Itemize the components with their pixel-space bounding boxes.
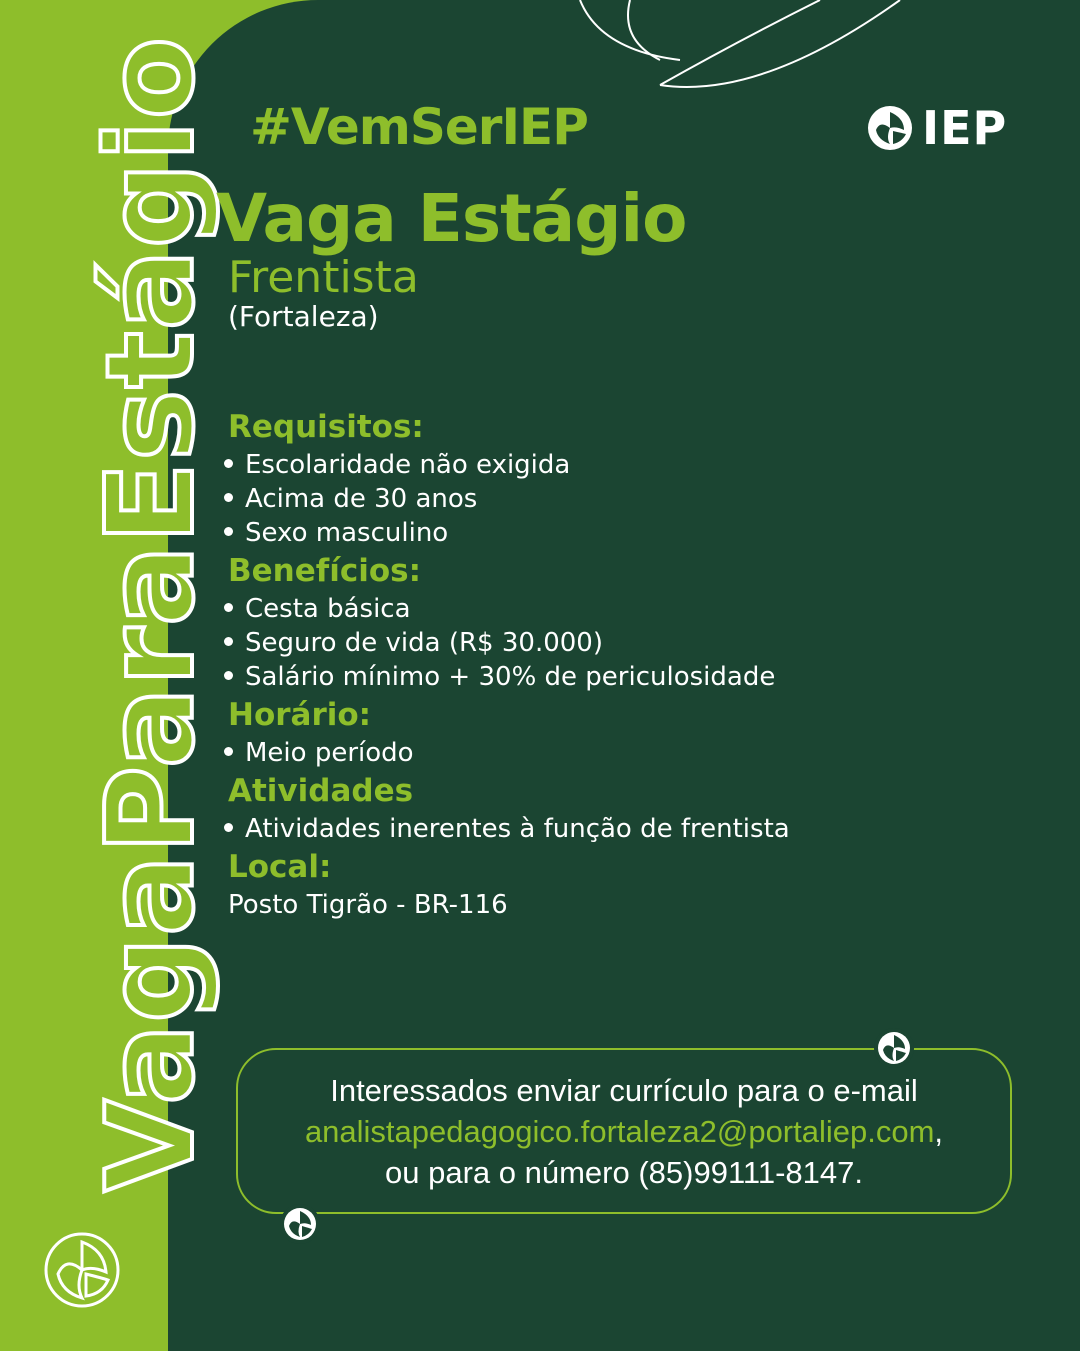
page-title: Vaga Estágio — [216, 180, 687, 257]
contact-instruction: Interessados enviar currículo para o e-mail — [330, 1072, 918, 1108]
brand-name: IEP — [922, 101, 1008, 155]
list-item-text: Acima de 30 anos — [245, 484, 478, 514]
list-item-text: Meio período — [245, 738, 414, 768]
list-item — [220, 448, 1040, 482]
job-city: (Fortaleza) — [228, 300, 379, 333]
contact-box — [236, 1048, 1012, 1214]
contact-email-suffix: , — [934, 1113, 944, 1149]
list-item — [220, 812, 1040, 846]
list-atividades — [220, 812, 1040, 846]
list-item-text: Seguro de vida (R$ 30.000) — [245, 628, 603, 658]
section-title-local: Local: — [228, 849, 332, 885]
contact-email-line — [305, 1111, 943, 1152]
list-item — [220, 592, 1040, 626]
job-details — [220, 406, 1040, 922]
bullet-icon — [224, 637, 233, 646]
list-item — [220, 660, 1040, 694]
list-item — [220, 736, 1040, 770]
iep-logo-icon — [42, 1230, 122, 1310]
bullet-icon — [224, 493, 233, 502]
list-item — [220, 482, 1040, 516]
iep-logo-icon — [874, 1028, 914, 1068]
section-title-atividades: Atividades — [228, 773, 414, 809]
section-title-horario: Horário: — [228, 697, 372, 733]
list-item-text: Salário mínimo + 30% de periculosidade — [245, 662, 776, 692]
contact-email-link[interactable]: analistapedagogico.fortaleza2@portaliep.com — [304, 1113, 935, 1149]
brand-logo — [866, 101, 1008, 155]
bullet-icon — [224, 671, 233, 680]
list-item-text: Cesta básica — [245, 594, 411, 624]
hashtag-heading: #VemSerIEP — [250, 98, 588, 156]
iep-logo-icon — [280, 1204, 320, 1244]
list-item-text: Atividades inerentes à função de frentista — [245, 814, 790, 844]
section-title-beneficios: Benefícios: — [228, 553, 422, 589]
bullet-icon — [224, 459, 233, 468]
bullet-icon — [224, 823, 233, 832]
bullet-icon — [224, 527, 233, 536]
job-position: Frentista — [228, 252, 419, 303]
list-beneficios — [220, 592, 1040, 694]
local-value: Posto Tigrão - BR-116 — [228, 890, 508, 920]
bullet-icon — [224, 603, 233, 612]
section-title-requisitos: Requisitos: — [228, 409, 424, 445]
iep-logo-icon — [866, 104, 914, 152]
vertical-title-vaga-para-estagio: VagaParaEstágio — [82, 35, 221, 1192]
list-item-text: Sexo masculino — [245, 518, 449, 548]
decorative-leaf-outline — [560, 0, 940, 100]
bullet-icon — [224, 747, 233, 756]
contact-phone-line: ou para o número (85)99111-8147. — [385, 1154, 863, 1190]
list-item — [220, 516, 1040, 550]
list-horario — [220, 736, 1040, 770]
list-item — [220, 626, 1040, 660]
list-requisitos — [220, 448, 1040, 550]
list-item-text: Escolaridade não exigida — [245, 450, 571, 480]
